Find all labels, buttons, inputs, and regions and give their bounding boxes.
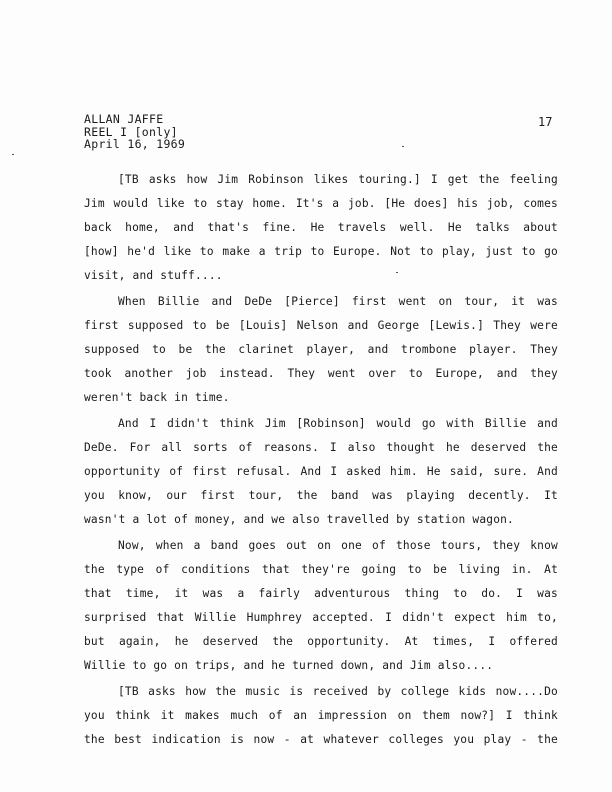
transcript-line: [TB asks how Jim Robinson likes touring.] I get the feeling <box>118 173 558 186</box>
scan-speck <box>396 272 398 273</box>
transcript-line: opportunity of first refusal. And I asked him. He said, sure. And <box>84 465 558 478</box>
transcript-line: Jim would like to stay home. It's a job. [He does] his job, comes <box>84 197 558 210</box>
interviewee-name: ALLAN JAFFE <box>84 112 164 126</box>
transcript-line: that time, it was a fairly adventurous thing to do. I was <box>84 587 558 600</box>
transcript-line: weren't back in time. <box>84 391 230 404</box>
transcript-line: [how] he'd like to make a trip to Europe. Not to play, just to go <box>84 245 558 258</box>
transcript-line: first supposed to be [Louis] Nelson and George [Lewis.] They were <box>84 319 558 332</box>
transcript-line: wasn't a lot of money, and we also travelled by station wagon. <box>84 513 514 526</box>
interview-date: April 16, 1969 <box>84 137 186 151</box>
page-number: 17 <box>538 115 553 129</box>
transcript-line: you think it makes much of an impression on them now?] I think <box>84 709 558 722</box>
transcript-line: back home, and that's fine. He travels well. He talks about <box>84 221 558 234</box>
page-header <box>84 113 185 151</box>
transcript-line: When Billie and DeDe [Pierce] first went on tour, it was <box>118 295 558 308</box>
reel-label: REEL I [only] <box>84 124 178 139</box>
transcript-line: visit, and stuff.... <box>84 269 223 282</box>
transcript-line: the best indication is now - at whatever colleges you play - the <box>84 733 558 746</box>
transcript-line: supposed to be the clarinet player, and trombone player. They <box>84 343 558 356</box>
scan-speck <box>12 154 14 155</box>
transcript-line: the type of conditions that they're going to be living in. At <box>84 563 558 576</box>
transcript-line: surprised that Willie Humphrey accepted. I didn't expect him to, <box>84 611 558 624</box>
transcript-line: Now, when a band goes out on one of those tours, they know <box>118 539 558 552</box>
transcript-line: And I didn't think Jim [Robinson] would go with Billie and <box>118 417 558 430</box>
transcript-line: DeDe. For all sorts of reasons. I also thought he deserved the <box>84 441 558 454</box>
scan-speck <box>402 146 404 147</box>
transcript-line: but again, he deserved the opportunity. At times, I offered <box>84 635 558 648</box>
transcript-line: Willie to go on trips, and he turned down, and Jim also.... <box>84 659 494 672</box>
transcript-line: you know, our first tour, the band was playing decently. It <box>84 489 558 502</box>
transcript-line: took another job instead. They went over to Europe, and they <box>84 367 558 380</box>
transcript-line: [TB asks how the music is received by college kids now....Do <box>118 685 558 698</box>
